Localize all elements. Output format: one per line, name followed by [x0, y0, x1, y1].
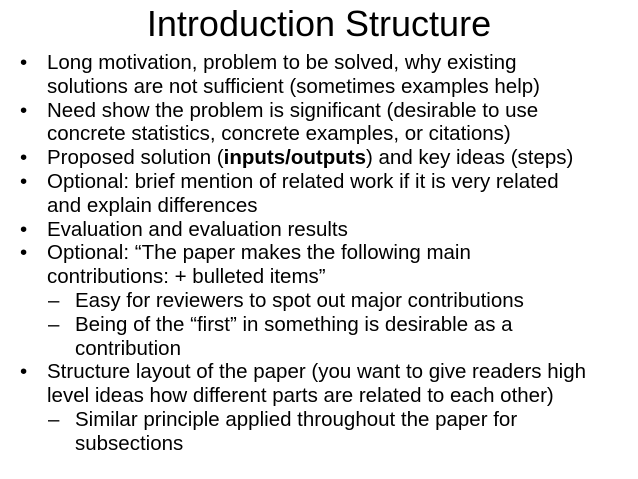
bold-term-inputs: inputs — [223, 146, 286, 170]
bullet-marker: • — [20, 360, 28, 384]
bullet-text-line: Long motivation, problem to be solved, why existing — [47, 51, 517, 74]
bullet-text-line: Evaluation and evaluation results — [47, 217, 348, 241]
bullet-marker: • — [20, 169, 28, 193]
dash-marker: – — [48, 407, 60, 431]
bullet-text-line: Optional: brief mention of related work if it is very related — [47, 169, 559, 193]
bullet-item-contributions — [0, 241, 638, 289]
bold-term-outputs: outputs — [290, 146, 366, 170]
text-segment: ) and key ideas (steps) — [366, 146, 574, 170]
bullet-item-structure-layout — [0, 360, 638, 408]
bold-separator: / — [285, 146, 291, 170]
sub-bullet-item-subsections — [0, 408, 638, 456]
bullet-item-motivation — [0, 51, 638, 99]
bullet-item-evaluation — [0, 218, 638, 242]
bullet-text-line — [47, 146, 638, 170]
bullet-text-line: level ideas how different parts are related to each other) — [47, 384, 554, 408]
bullet-item-proposed-solution — [0, 146, 638, 170]
bullet-text-line: subsections — [75, 431, 184, 455]
bullet-marker: • — [20, 98, 28, 122]
bullet-text-line: solutions are not sufficient (sometimes examples help) — [47, 74, 540, 98]
dash-marker: – — [48, 288, 60, 312]
bullet-text-line: and explain differences — [47, 193, 258, 217]
bullet-text-line: Structure layout of the paper (you want to give readers high — [47, 360, 587, 384]
bullet-marker: • — [20, 146, 28, 170]
bullet-text-line: Need show the problem is significant (desirable to use — [47, 98, 539, 122]
bullet-text-line: contributions: + bulleted items” — [47, 265, 326, 289]
bullet-text-line: Similar principle applied throughout the paper for — [75, 407, 518, 431]
bullet-marker: • — [20, 241, 28, 265]
slide-title: Introduction Structure — [146, 3, 492, 44]
bullet-text-line: Being of the “first” in something is desirable as a — [75, 312, 513, 336]
bullet-marker: • — [20, 51, 28, 74]
bullet-text-line: concrete statistics, concrete examples, or citations) — [47, 122, 511, 146]
bullet-text-line: Optional: “The paper makes the following main — [47, 241, 471, 265]
text-segment: Proposed solution ( — [47, 146, 224, 170]
sub-bullet-item-first — [0, 313, 638, 361]
sub-bullet-item-reviewers — [0, 289, 638, 313]
bullet-item-significance — [0, 99, 638, 147]
bullet-list — [0, 51, 638, 456]
dash-marker: – — [48, 312, 60, 336]
bullet-text-line: Easy for reviewers to spot out major contributions — [75, 288, 524, 312]
bullet-marker: • — [20, 217, 28, 241]
bullet-item-related-work — [0, 170, 638, 218]
bullet-text-line: contribution — [75, 336, 181, 360]
